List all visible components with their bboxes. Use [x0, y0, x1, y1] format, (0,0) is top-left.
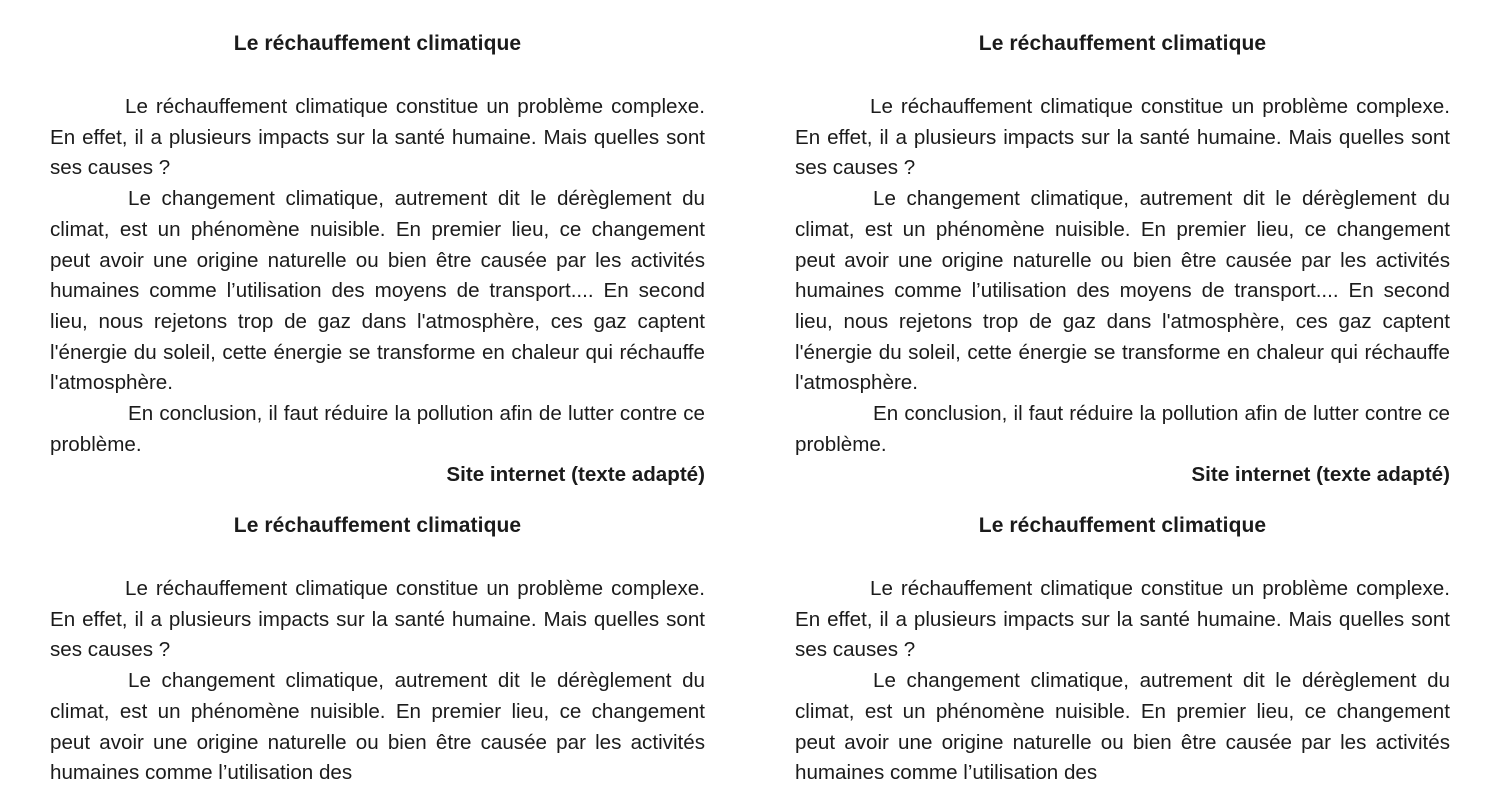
paragraph-development: Le changement climatique, autrement dit le dérèglement du climat, est un phénomène nuisible. En premier lieu, ce changement peut avoir une origine naturelle ou bien être causée par les activités humaines comme l’utilisation des moyens de transport.... En second lieu, nous rejetons trop de gaz dans l'atmosphère, ces gaz captent l'énergie du soleil, cette énergie se transforme en chaleur qui réchauffe l'atmosphère.	[795, 187, 1450, 395]
document-title: Le réchauffement climatique	[233, 32, 522, 55]
document-body	[50, 92, 705, 491]
text-copy-top-right	[795, 0, 1450, 491]
paragraph-development: Le changement climatique, autrement dit le dérèglement du climat, est un phénomène nuisible. En premier lieu, ce changement peut avoir une origine naturelle ou bien être causée par les activités humaines comme l’utilisation des	[795, 669, 1450, 785]
paragraph-conclusion: En conclusion, il faut réduire la pollution afin de lutter contre ce problème.	[795, 402, 1450, 456]
document-title: Le réchauffement climatique	[978, 32, 1267, 55]
paragraph-development: Le changement climatique, autrement dit le dérèglement du climat, est un phénomène nuisible. En premier lieu, ce changement peut avoir une origine naturelle ou bien être causée par les activités humaines comme l’utilisation des	[50, 669, 705, 785]
text-copy-bottom-right	[795, 482, 1450, 789]
paragraph-conclusion: En conclusion, il faut réduire la pollution afin de lutter contre ce problème.	[50, 402, 705, 456]
paragraph-introduction: Le réchauffement climatique constitue un problème complexe. En effet, il a plusieurs impacts sur la santé humaine. Mais quelles sont ses causes ?	[50, 577, 705, 662]
source-citation: Site internet (texte adapté)	[1191, 463, 1450, 487]
document-body	[795, 574, 1450, 789]
paragraph-introduction: Le réchauffement climatique constitue un problème complexe. En effet, il a plusieurs impacts sur la santé humaine. Mais quelles sont ses causes ?	[50, 95, 705, 180]
document-title: Le réchauffement climatique	[978, 514, 1267, 537]
source-citation: Site internet (texte adapté)	[446, 463, 705, 487]
paragraph-development: Le changement climatique, autrement dit le dérèglement du climat, est un phénomène nuisible. En premier lieu, ce changement peut avoir une origine naturelle ou bien être causée par les activités humaines comme l’utilisation des moyens de transport.... En second lieu, nous rejetons trop de gaz dans l'atmosphère, ces gaz captent l'énergie du soleil, cette énergie se transforme en chaleur qui réchauffe l'atmosphère.	[50, 187, 705, 395]
paragraph-introduction: Le réchauffement climatique constitue un problème complexe. En effet, il a plusieurs impacts sur la santé humaine. Mais quelles sont ses causes ?	[795, 577, 1450, 662]
document-body	[795, 92, 1450, 491]
text-copy-bottom-left	[50, 482, 705, 789]
document-title: Le réchauffement climatique	[233, 514, 522, 537]
paragraph-introduction: Le réchauffement climatique constitue un problème complexe. En effet, il a plusieurs impacts sur la santé humaine. Mais quelles sont ses causes ?	[795, 95, 1450, 180]
text-copy-top-left	[50, 0, 705, 491]
document-body	[50, 574, 705, 789]
